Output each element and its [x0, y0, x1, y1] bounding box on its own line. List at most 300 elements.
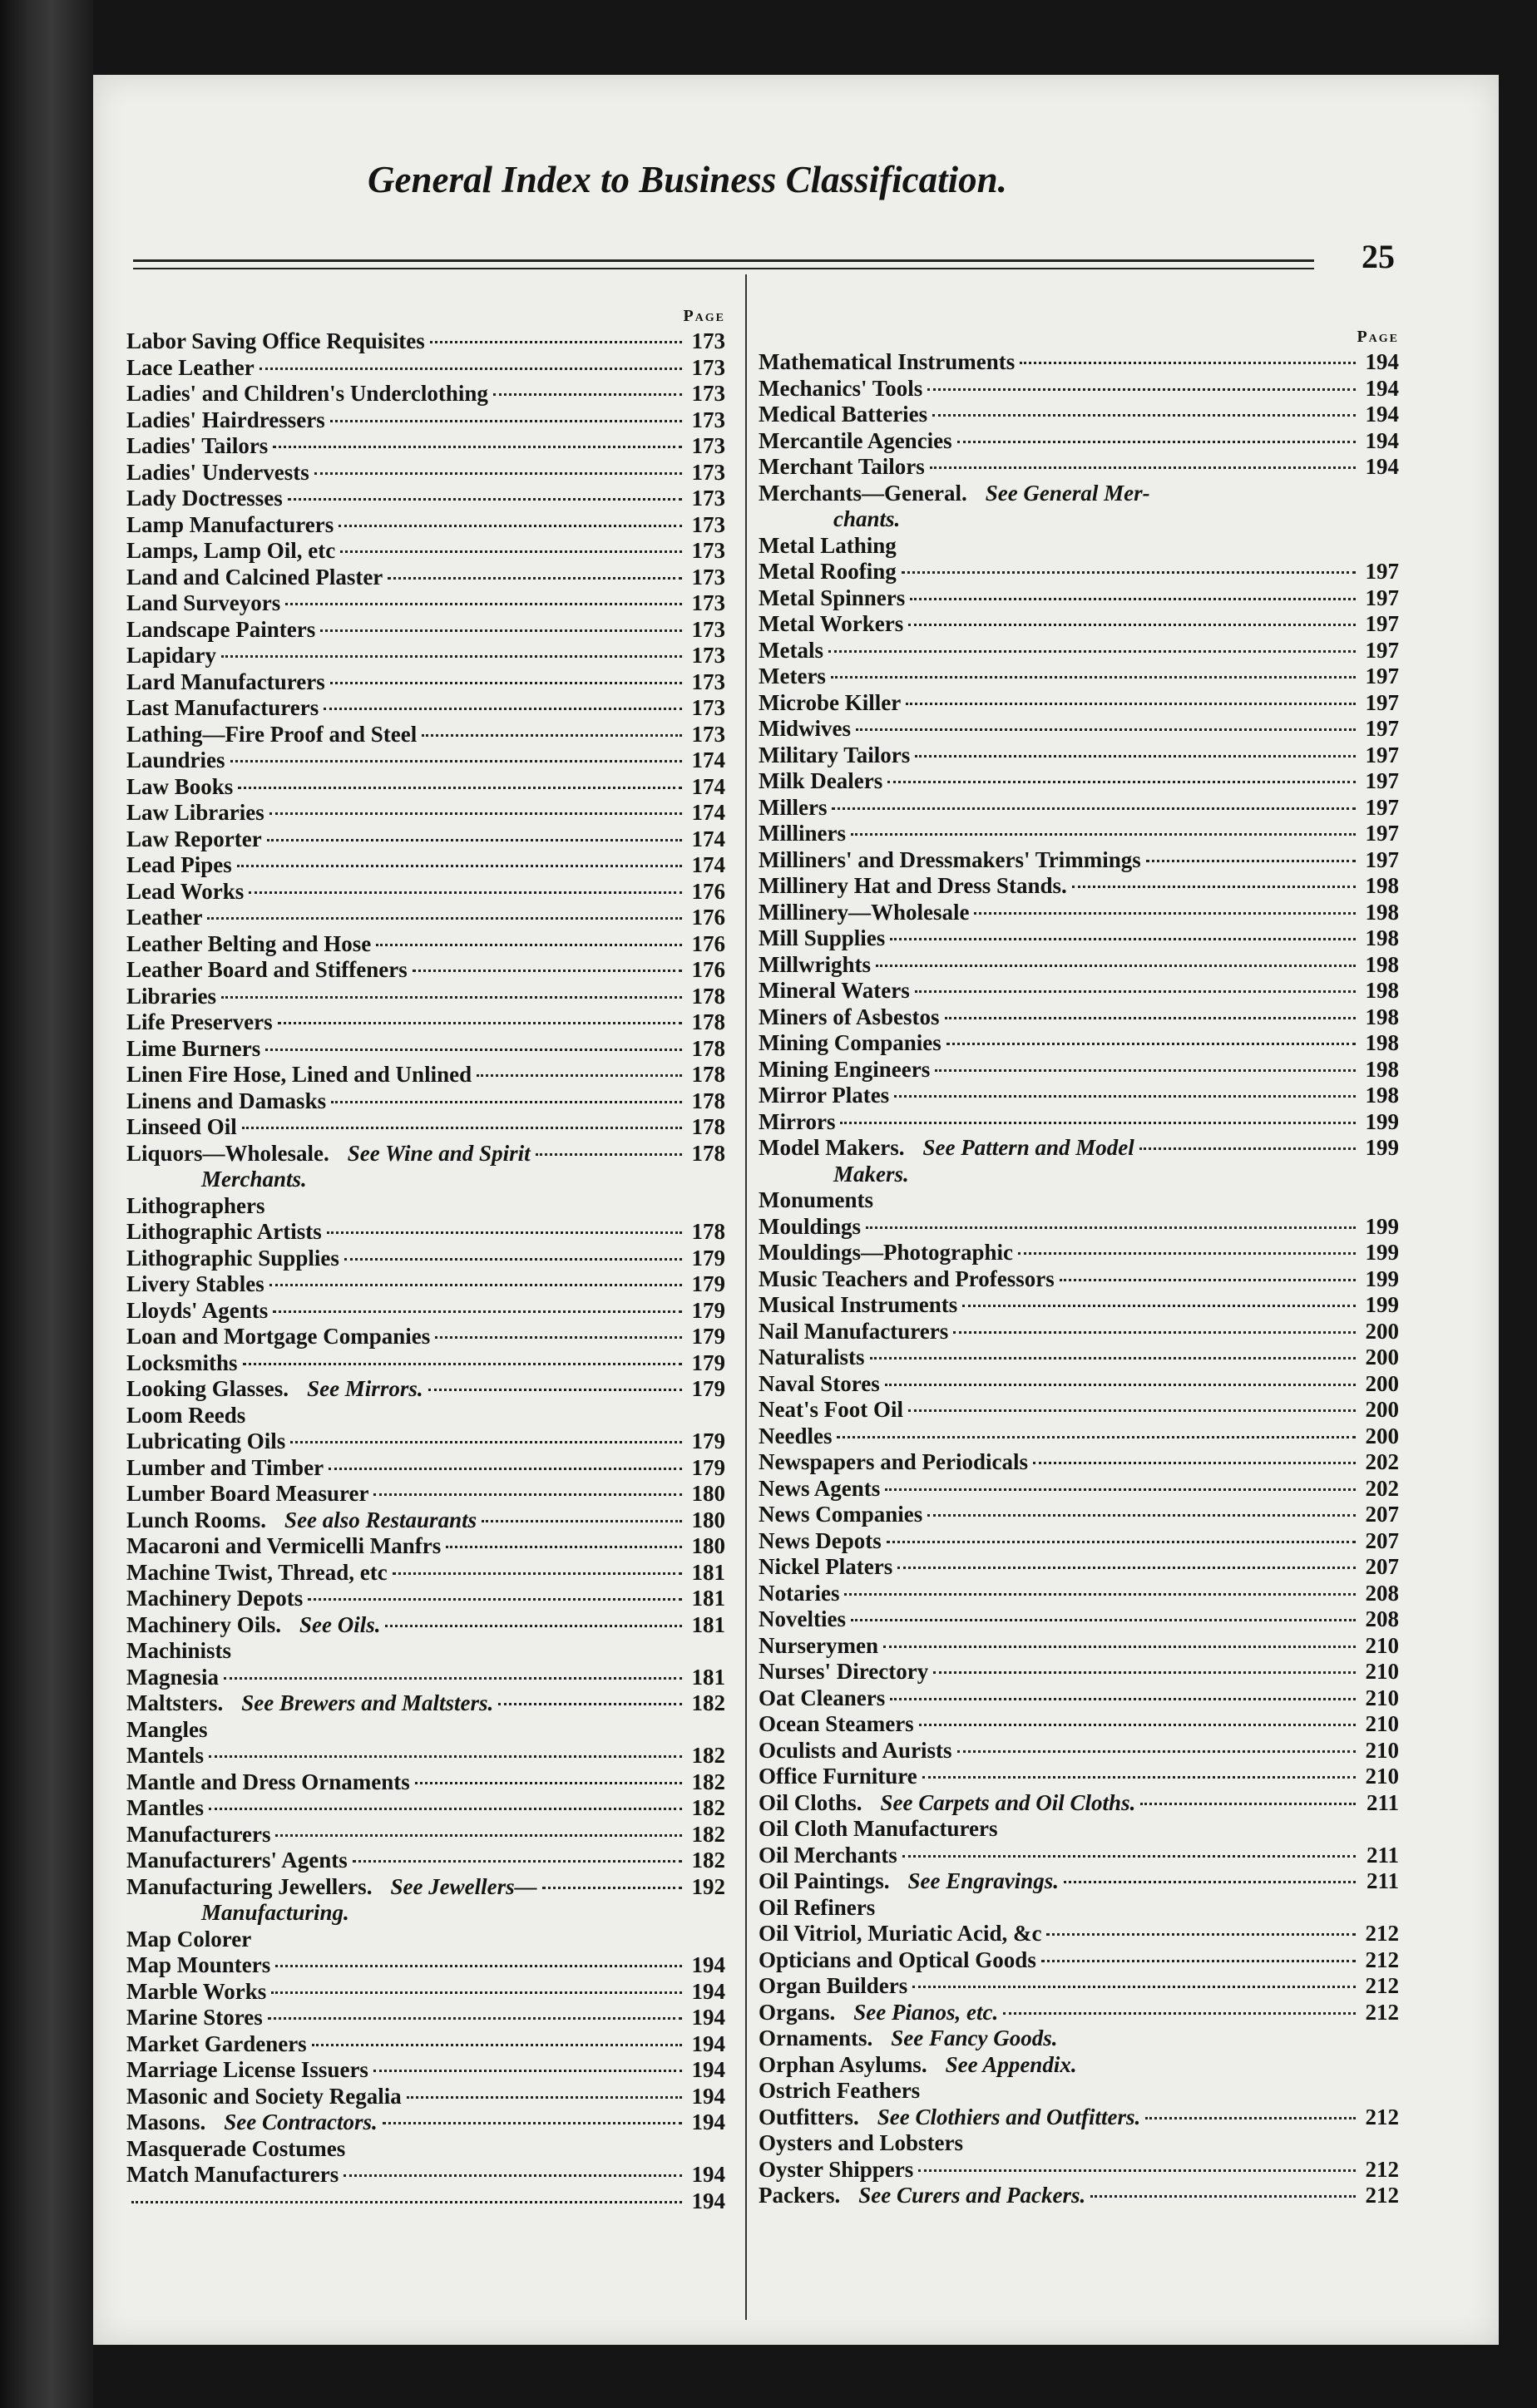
- index-entry: [759, 768, 1399, 795]
- dot-leader: [330, 682, 682, 684]
- dot-leader: [314, 472, 682, 475]
- entry-name: Millinery—Wholesale: [759, 899, 970, 925]
- dot-leader: [927, 388, 1356, 391]
- index-entry: [759, 1581, 1399, 1607]
- entry-name: Nurserymen: [759, 1632, 878, 1658]
- entry-name: Organ Builders: [759, 1973, 908, 1998]
- entry-page-number: 202: [1365, 1449, 1399, 1474]
- entry-name: Millinery Hat and Dress Stands.: [759, 873, 1067, 898]
- dot-leader: [536, 1153, 682, 1156]
- entry-name: Match Manufacturers: [126, 2162, 339, 2187]
- index-entry: [126, 2109, 725, 2136]
- entry-page-number: 200: [1365, 1397, 1399, 1422]
- index-entry: [759, 795, 1399, 822]
- entry-name: Orphan Asylums.: [759, 2051, 927, 2077]
- entry-name: Musical Instruments: [759, 1292, 958, 1317]
- dot-leader: [918, 2169, 1356, 2172]
- entry-name: Ocean Steamers: [759, 1711, 914, 1736]
- entry-page-number: 178: [691, 983, 725, 1009]
- dot-leader: [1139, 1147, 1356, 1150]
- index-entry: [126, 1114, 725, 1141]
- index-entry: [126, 905, 725, 931]
- entry-page-number: 192: [691, 1873, 725, 1899]
- entry-cross-reference: See General Mer-: [985, 480, 1150, 506]
- entry-name: Manufacturing Jewellers.: [126, 1873, 373, 1899]
- entry-cross-reference: See also Restaurants: [284, 1507, 477, 1532]
- index-entry: [126, 2162, 725, 2188]
- entry-name: Merchant Tailors: [759, 454, 925, 479]
- dot-leader: [915, 990, 1356, 993]
- index-entry: [126, 1927, 725, 1953]
- index-entry: [759, 2157, 1399, 2183]
- entry-name: Lead Works: [126, 878, 245, 904]
- dot-leader: [446, 1546, 682, 1548]
- entry-page-number: 174: [691, 800, 725, 825]
- entry-name: Map Mounters: [126, 1952, 271, 1977]
- entry-page-number: 212: [1365, 2156, 1399, 2182]
- entry-page-number: 179: [691, 1376, 725, 1401]
- entry-page-number: 181: [691, 1664, 725, 1690]
- dot-leader: [407, 2096, 682, 2099]
- index-entry: [759, 2052, 1399, 2079]
- entry-name: Milk Dealers: [759, 768, 883, 793]
- entry-page-number: 210: [1365, 1659, 1399, 1684]
- entry-name: Marine Stores: [126, 2005, 263, 2030]
- entry-name: News Companies: [759, 1502, 923, 1527]
- entry-page-number: 210: [1365, 1685, 1399, 1710]
- entry-page-number: 176: [691, 878, 725, 904]
- dot-leader: [275, 1834, 682, 1837]
- index-entry: [126, 2031, 725, 2058]
- entry-page-number: 198: [1365, 1056, 1399, 1082]
- entry-cross-reference: See Wine and Spirit: [347, 1140, 531, 1166]
- index-entry: [126, 1560, 725, 1586]
- index-entry: [126, 2136, 725, 2163]
- dot-leader: [946, 1043, 1356, 1045]
- dot-leader: [887, 781, 1356, 783]
- entry-name: Macaroni and Vermicelli Manfrs: [126, 1533, 442, 1558]
- entry-page-number: 194: [691, 2162, 725, 2187]
- index-entry: [126, 2057, 725, 2084]
- index-entry: [126, 1952, 725, 1979]
- index-entry: [126, 1717, 725, 1744]
- entry-continuation: chants.: [833, 506, 901, 531]
- dot-leader: [1155, 493, 1356, 496]
- entry-continuation: Manufacturing.: [201, 1900, 349, 1925]
- dot-leader: [910, 598, 1356, 600]
- index-entry: [759, 2183, 1399, 2209]
- entry-name: Linens and Damasks: [126, 1088, 327, 1113]
- entry-page-number: 179: [691, 1429, 725, 1453]
- entry-page-number: 198: [1365, 899, 1399, 925]
- entry-page-number: 173: [691, 354, 725, 380]
- entry-page-number: 173: [691, 511, 725, 537]
- entry-name: Monuments: [759, 1187, 874, 1212]
- entry-name: Lloyds' Agents: [126, 1297, 269, 1323]
- entry-page-number: 194: [1365, 349, 1399, 374]
- index-entry: [759, 1187, 1399, 1214]
- entry-name: Mineral Waters: [759, 978, 910, 1003]
- index-entry: [759, 847, 1399, 874]
- index-entry: [126, 355, 725, 382]
- entry-name: Nurses' Directory: [759, 1659, 929, 1684]
- entry-page-number: 198: [1365, 978, 1399, 1003]
- index-list-right: [759, 349, 1399, 2209]
- dot-leader: [385, 1625, 682, 1627]
- entry-name: Locksmiths: [126, 1350, 238, 1375]
- entry-page-number: 198: [1365, 873, 1399, 898]
- dot-leader: [273, 1310, 682, 1313]
- entry-name: Miners of Asbestos: [759, 1004, 940, 1029]
- index-entry: [126, 1874, 725, 1901]
- index-entry: [759, 1528, 1399, 1555]
- entry-name: Organs.: [759, 1999, 836, 2025]
- entry-page-number: 200: [1365, 1423, 1399, 1448]
- index-entry: [759, 1659, 1399, 1685]
- dot-leader: [866, 1226, 1356, 1229]
- header-rule-thin: [133, 268, 1314, 269]
- entry-name: Naturalists: [759, 1345, 865, 1369]
- dot-leader: [932, 414, 1356, 417]
- index-entry: [126, 1271, 725, 1298]
- dot-leader: [270, 1206, 682, 1208]
- index-entry: [126, 1403, 725, 1429]
- index-entry: [126, 1612, 725, 1639]
- entry-page-number: 180: [691, 1507, 725, 1532]
- dot-leader: [209, 1808, 682, 1810]
- entry-page-number: 174: [691, 748, 725, 772]
- entry-continuation: Makers.: [833, 1161, 909, 1187]
- index-column-right: [759, 324, 1399, 2209]
- entry-page-number: 178: [691, 1009, 725, 1034]
- entry-name: Mirror Plates: [759, 1083, 890, 1108]
- entry-name: Map Colorer: [126, 1926, 252, 1952]
- entry-page-number: 197: [1365, 821, 1399, 846]
- entry-page-number: 211: [1366, 1868, 1399, 1893]
- dot-leader: [236, 1651, 682, 1653]
- dot-leader: [250, 1415, 682, 1418]
- index-entry: [759, 873, 1399, 900]
- dot-leader: [242, 1127, 682, 1129]
- dot-leader: [890, 938, 1356, 940]
- index-entry: [126, 1088, 725, 1115]
- entry-page-number: 173: [691, 669, 725, 694]
- entry-page-number: 194: [691, 2005, 725, 2030]
- dot-leader: [887, 1541, 1356, 1543]
- dot-leader: [908, 1409, 1356, 1412]
- index-entry: [126, 1586, 725, 1612]
- entry-page-number: 174: [691, 773, 725, 799]
- dot-leader: [327, 1231, 682, 1234]
- entry-name: Opticians and Optical Goods: [759, 1947, 1036, 1972]
- entry-name: Ladies' Tailors: [126, 433, 269, 458]
- entry-cross-reference: See Curers and Packers.: [858, 2183, 1086, 2208]
- dot-leader: [870, 1357, 1357, 1359]
- entry-page-number: 198: [1365, 925, 1399, 950]
- index-entry: [126, 931, 725, 958]
- index-page: [93, 75, 1499, 2345]
- dot-leader: [320, 629, 682, 632]
- entry-page-number: 208: [1365, 1580, 1399, 1606]
- entry-name: Ladies' and Children's Underclothing: [126, 381, 488, 406]
- index-entry: [126, 2084, 725, 2110]
- entry-page-number: 199: [1365, 1266, 1399, 1291]
- entry-name: Office Furniture: [759, 1764, 917, 1789]
- index-entry: [759, 1764, 1399, 1790]
- entry-name: Law Reporter: [126, 826, 262, 851]
- dot-leader: [902, 1855, 1356, 1858]
- entry-page-number: 179: [691, 1297, 725, 1323]
- entry-page-number: 176: [691, 957, 725, 982]
- entry-page-number: 198: [1365, 951, 1399, 977]
- entry-name: Lithographic Artists: [126, 1219, 322, 1244]
- index-entry: [126, 748, 725, 774]
- entry-name: News Depots: [759, 1527, 882, 1553]
- dot-leader: [1046, 1933, 1356, 1936]
- index-entry: [126, 1769, 725, 1796]
- index-entry: [126, 512, 725, 539]
- index-entry: [126, 1350, 725, 1377]
- entry-name: Linseed Oil: [126, 1114, 237, 1139]
- index-entry: [126, 565, 725, 591]
- index-entry: [759, 585, 1399, 612]
- entry-name: Midwives: [759, 716, 851, 741]
- entry-name: Merchants—General.: [759, 480, 967, 506]
- dot-leader: [324, 708, 682, 710]
- entry-name: Lamp Manufacturers: [126, 511, 334, 537]
- index-entry: [126, 1743, 725, 1769]
- entry-name: Ornaments.: [759, 2026, 873, 2050]
- index-entry: [126, 1848, 725, 1874]
- entry-page-number: 179: [691, 1454, 725, 1480]
- entry-page-number: 178: [691, 1140, 725, 1166]
- index-entry: [759, 1554, 1399, 1581]
- entry-page-number: 210: [1365, 1711, 1399, 1736]
- index-entry: [126, 1062, 725, 1088]
- dot-leader: [1041, 1960, 1356, 1962]
- index-entry: [126, 774, 725, 801]
- entry-name: Libraries: [126, 983, 216, 1009]
- index-entry: [759, 743, 1399, 769]
- entry-name: Oculists and Aurists: [759, 1737, 952, 1763]
- entry-name: Millwrights: [759, 951, 871, 977]
- index-entry: [126, 852, 725, 879]
- index-entry: [126, 722, 725, 748]
- entry-page-number: 182: [691, 1743, 725, 1768]
- entry-page-number: 199: [1365, 1108, 1399, 1134]
- entry-page-number: 200: [1365, 1370, 1399, 1396]
- dot-leader: [1064, 1881, 1356, 1883]
- dot-leader: [207, 917, 682, 920]
- index-entry: [759, 402, 1399, 428]
- dot-leader: [851, 1619, 1356, 1621]
- entry-cross-reference: See Engravings.: [907, 1868, 1060, 1893]
- entry-continuation: Merchants.: [201, 1167, 307, 1192]
- entry-page-number: 179: [691, 1324, 725, 1349]
- dot-leader: [878, 1200, 1356, 1202]
- dot-leader: [493, 393, 682, 396]
- entry-page-number: 181: [691, 1586, 725, 1611]
- index-entry: [759, 1424, 1399, 1450]
- entry-name: Manufacturers: [126, 1821, 271, 1847]
- dot-leader: [902, 545, 1356, 548]
- entry-name: Mangles: [126, 1716, 208, 1742]
- dot-leader: [373, 1493, 682, 1496]
- dot-leader: [935, 1069, 1356, 1072]
- dot-leader: [844, 1593, 1356, 1596]
- index-list-left: [126, 328, 725, 2214]
- entry-page-number: 197: [1365, 768, 1399, 793]
- dot-leader: [273, 446, 682, 448]
- index-entry: [759, 1292, 1399, 1319]
- index-entry: [126, 1665, 725, 1691]
- dot-leader: [482, 1520, 682, 1522]
- index-entry: [759, 2078, 1399, 2105]
- entry-page-number: 194: [691, 2109, 725, 2134]
- dot-leader: [271, 1991, 682, 1994]
- entry-cross-reference: See Fancy Goods.: [891, 2026, 1058, 2050]
- entry-name: Law Libraries: [126, 800, 264, 825]
- dot-leader: [376, 944, 682, 946]
- entry-cross-reference: See Jewellers—: [390, 1873, 537, 1899]
- index-entry: [759, 559, 1399, 585]
- entry-name: Mechanics' Tools: [759, 375, 923, 401]
- dot-leader: [953, 1331, 1356, 1334]
- entry-name: Microbe Killer: [759, 689, 902, 715]
- entry-name: Lumber and Timber: [126, 1454, 324, 1480]
- entry-name: Mantels: [126, 1743, 204, 1768]
- entry-page-number: 212: [1365, 1973, 1399, 1998]
- dot-leader: [876, 965, 1356, 967]
- dot-leader: [542, 1887, 682, 1889]
- index-entry: [759, 1057, 1399, 1083]
- entry-name: Lard Manufacturers: [126, 669, 325, 694]
- index-entry: [126, 1429, 725, 1455]
- entry-page-number: 182: [691, 1769, 725, 1794]
- entry-page-number: 178: [691, 1114, 725, 1139]
- entry-page-number: 173: [691, 695, 725, 720]
- entry-name: Newspapers and Periodicals: [759, 1449, 1028, 1474]
- entry-name: Lace Leather: [126, 354, 255, 380]
- dot-leader: [343, 2174, 682, 2177]
- entry-page-number: 178: [691, 1035, 725, 1061]
- dot-leader: [957, 441, 1356, 443]
- index-entry: [759, 1345, 1399, 1371]
- entry-name: Livery Stables: [126, 1271, 264, 1296]
- entry-page-number: 207: [1365, 1554, 1399, 1579]
- entry-name: Lime Burners: [126, 1035, 261, 1061]
- dot-leader: [269, 812, 682, 815]
- dot-leader: [915, 755, 1356, 757]
- entry-name: Oil Cloths.: [759, 1789, 862, 1815]
- index-entry: [126, 800, 725, 827]
- dot-leader: [388, 577, 682, 580]
- index-entry: [126, 2188, 725, 2215]
- entry-name: Nickel Platers: [759, 1554, 893, 1579]
- dot-leader: [880, 1907, 1356, 1910]
- entry-name: Packers.: [759, 2183, 841, 2208]
- dot-leader: [906, 703, 1356, 705]
- dot-leader: [974, 912, 1356, 915]
- entry-name: Oat Cleaners: [759, 1685, 886, 1710]
- index-entry: [126, 1141, 725, 1167]
- dot-leader: [428, 1389, 682, 1391]
- index-entry: [126, 1298, 725, 1325]
- entry-name: Mill Supplies: [759, 925, 886, 950]
- dot-leader: [221, 655, 682, 658]
- entry-name: Mouldings: [759, 1213, 862, 1239]
- dot-leader: [1072, 886, 1356, 888]
- entry-page-number: 197: [1365, 689, 1399, 715]
- entry-page-number: 197: [1365, 559, 1399, 584]
- dot-leader: [312, 2044, 682, 2046]
- entry-name: Mouldings—Photographic: [759, 1240, 1014, 1265]
- entry-name: Milliners: [759, 821, 846, 846]
- dot-leader: [285, 603, 682, 605]
- dot-leader: [1033, 1462, 1356, 1464]
- entry-name: Landscape Painters: [126, 616, 316, 642]
- index-entry: [126, 879, 725, 905]
- index-entry: [126, 643, 725, 669]
- dot-leader: [330, 420, 682, 422]
- entry-name: Naval Stores: [759, 1370, 880, 1396]
- page-column-heading: Page: [1357, 328, 1399, 346]
- entry-name: Mantle and Dress Ornaments: [126, 1769, 410, 1794]
- entry-page-number: 194: [691, 2057, 725, 2082]
- entry-name: Mirrors: [759, 1108, 836, 1134]
- entry-name: Lady Doctresses: [126, 486, 283, 511]
- entry-page-number: 200: [1365, 1345, 1399, 1369]
- index-entry: [126, 957, 725, 984]
- index-entry: [759, 1868, 1399, 1895]
- entry-page-number: 198: [1365, 1004, 1399, 1029]
- entry-name: Nail Manufacturers: [759, 1318, 949, 1344]
- entry-name: Metals: [759, 637, 823, 663]
- index-entry: [126, 617, 725, 644]
- index-entry: [759, 690, 1399, 717]
- index-entry: [759, 1109, 1399, 1136]
- entry-name: Lunch Rooms.: [126, 1507, 267, 1532]
- entry-page-number: 180: [691, 1481, 725, 1506]
- entry-name: Oil Cloth Manufacturers: [759, 1816, 998, 1841]
- entry-page-number: 200: [1365, 1318, 1399, 1344]
- entry-name: Metal Lathing: [759, 532, 897, 558]
- index-entry: [126, 1193, 725, 1220]
- entry-name: Lumber Board Measurer: [126, 1481, 369, 1506]
- index-entry: [126, 1036, 725, 1063]
- entry-name: Oil Merchants: [759, 1842, 897, 1868]
- index-entry: [759, 1685, 1399, 1712]
- dot-leader: [1145, 2117, 1356, 2119]
- entry-page-number: 197: [1365, 637, 1399, 663]
- entry-name: Machinists: [126, 1638, 232, 1663]
- dot-leader: [373, 2070, 682, 2072]
- entry-page-number: 210: [1365, 1764, 1399, 1789]
- index-entry: [126, 460, 725, 486]
- index-entry: [126, 1507, 725, 1534]
- entry-name: Metal Roofing: [759, 559, 897, 584]
- dot-leader: [267, 839, 682, 841]
- dot-leader: [1062, 2038, 1356, 2040]
- entry-page-number: 173: [691, 721, 725, 747]
- entry-page-number: 194: [691, 2083, 725, 2109]
- dot-leader: [259, 368, 682, 370]
- dot-leader: [828, 650, 1356, 653]
- index-entry: [759, 1502, 1399, 1528]
- dot-leader: [930, 466, 1356, 469]
- entry-page-number: 173: [691, 433, 725, 458]
- entry-page-number: 181: [691, 1559, 725, 1585]
